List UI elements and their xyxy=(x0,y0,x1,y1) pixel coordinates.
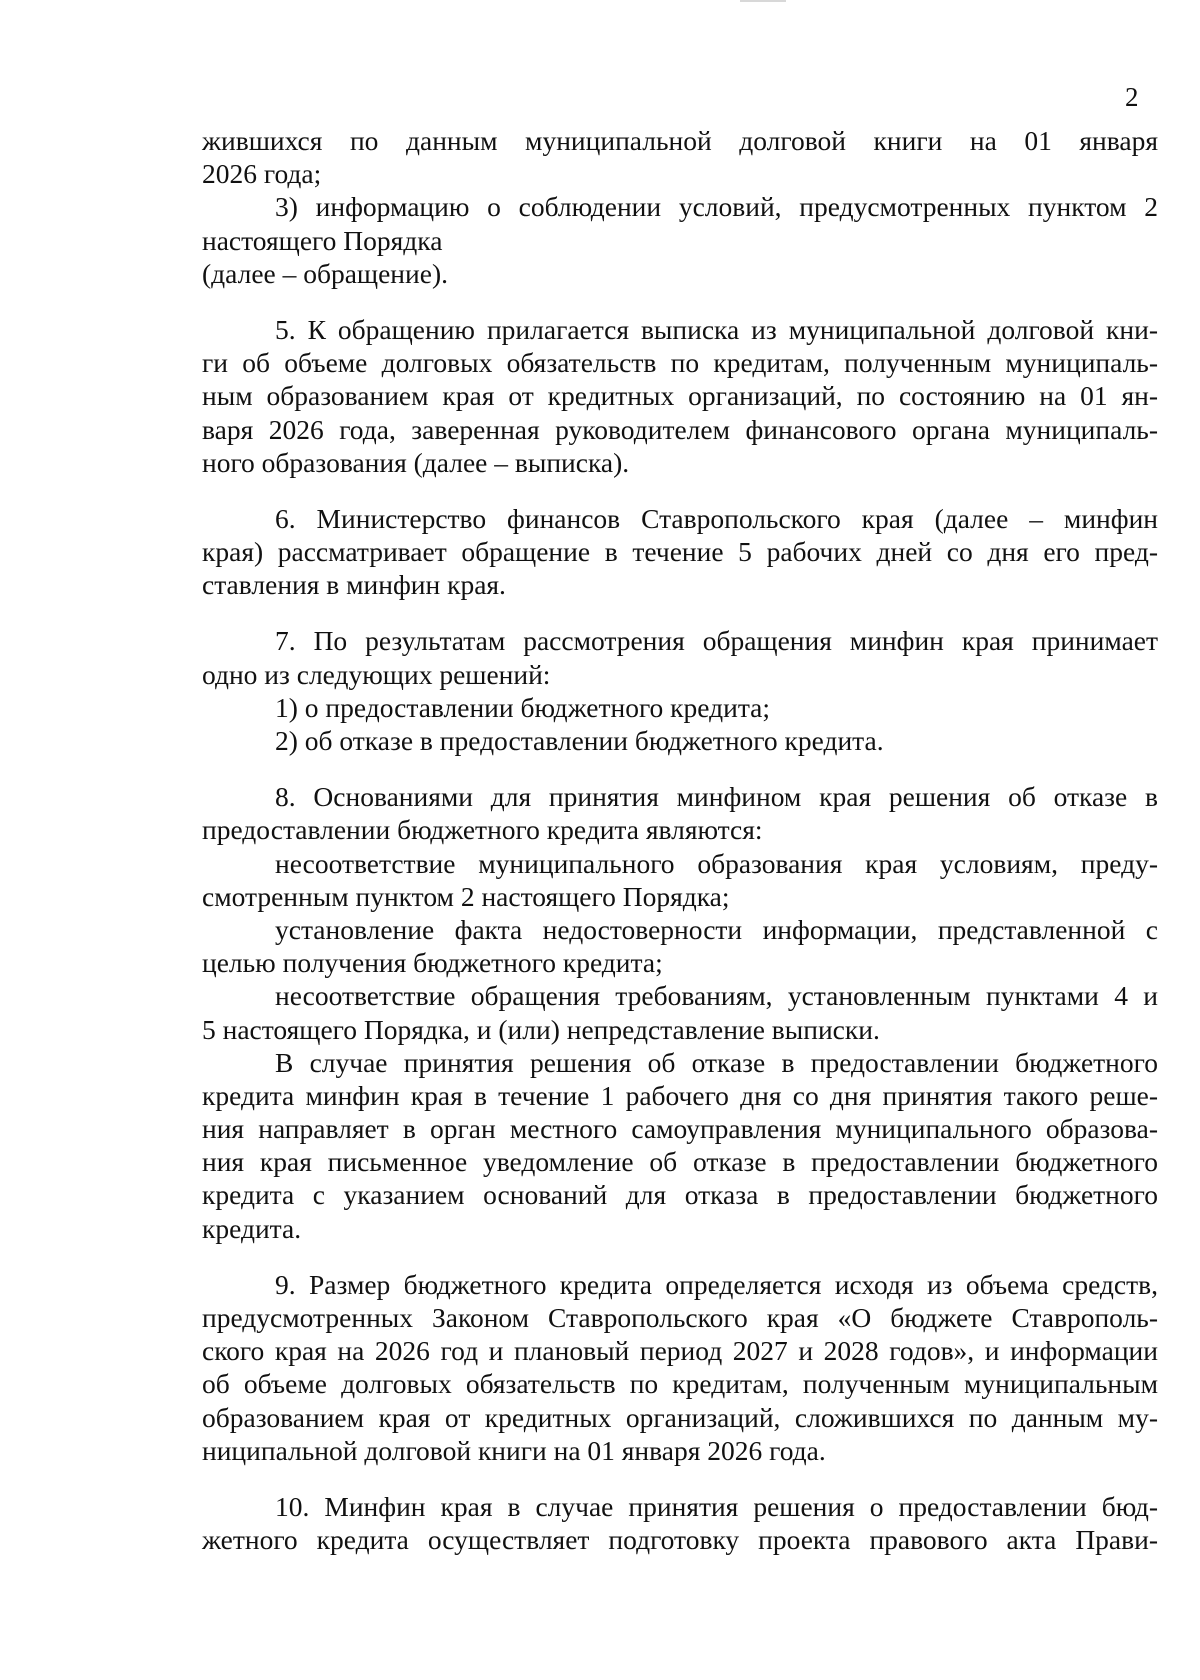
text-line: предусмотренных Законом Ставропольского края «О бюджете Ставрополь- xyxy=(202,1302,1158,1333)
text-line: кредита минфин края в течение 1 рабочего дня со дня принятия такого реше- xyxy=(202,1079,1158,1111)
text-line: 7. По результатам рассмотрения обращения минфин края принимает xyxy=(275,625,1158,657)
paragraph-section-5 xyxy=(202,313,1158,479)
text-line: 1) о предоставлении бюджетного кредита; xyxy=(275,691,771,723)
text-line: жетного кредита осуществляет подготовку проекта правового акта Прави- xyxy=(202,1524,1158,1556)
text-line: 10. Минфин края в случае принятия решения о предоставлении бюд- xyxy=(275,1490,1158,1522)
paragraph-gap xyxy=(202,479,1158,502)
paragraph-item-3 xyxy=(202,190,1158,290)
text-line: жившихся по данным муниципальной долговой книги на 01 января xyxy=(202,125,1158,156)
text-line: кредита с указанием оснований для отказа в предоставлении бюджетного xyxy=(202,1179,1158,1211)
text-line: края) рассматривает обращение в течение 5 рабочих дней со дня его пред- xyxy=(202,536,1158,568)
text-line: 5. К обращению прилагается выписка из муниципальной долговой кни- xyxy=(275,313,1158,345)
paragraph-section-8-ground-2 xyxy=(202,913,1158,979)
text-line: целью получения бюджетного кредита; xyxy=(202,947,663,979)
paragraph-section-8-refusal-notice xyxy=(202,1046,1158,1245)
scan-artifact xyxy=(740,0,786,2)
text-line: ставления в минфин края. xyxy=(202,569,506,601)
paragraph-section-7 xyxy=(202,624,1158,690)
paragraph-gap xyxy=(202,757,1158,780)
paragraph-section-6 xyxy=(202,502,1158,602)
text-line: одно из следующих решений: xyxy=(202,658,551,690)
paragraph-gap xyxy=(202,601,1158,624)
paragraph-section-8-ground-3 xyxy=(202,979,1158,1045)
text-line: ниципальной долговой книги на 01 января 2026 года. xyxy=(202,1434,826,1466)
text-line: ги об объеме долговых обязательств по кредитам, полученным муниципаль- xyxy=(202,347,1158,379)
text-line: несоответствие обращения требованиям, установленным пунктами 4 и xyxy=(275,980,1158,1012)
text-line: 8. Основаниями для принятия минфином края решения об отказе в xyxy=(275,781,1158,813)
text-line: варя 2026 года, заверенная руководителем финансового органа муниципаль- xyxy=(202,413,1158,445)
text-line: ния направляет в орган местного самоуправления муниципального образова- xyxy=(202,1113,1158,1145)
paragraph-section-8-ground-1 xyxy=(202,847,1158,913)
paragraph-continuation-item-2 xyxy=(202,124,1158,190)
text-line: кредита. xyxy=(202,1212,302,1244)
text-line: ным образованием края от кредитных организаций, по состоянию на 01 ян- xyxy=(202,380,1158,412)
paragraph-section-8 xyxy=(202,780,1158,846)
text-line: несоответствие муниципального образования края условиям, преду- xyxy=(275,847,1158,879)
text-line: ского края на 2026 год и плановый период 2027 и 2028 годов», и информации xyxy=(202,1335,1158,1367)
paragraph-gap xyxy=(202,290,1158,313)
text-line: смотренным пунктом 2 настоящего Порядка; xyxy=(202,880,730,912)
paragraph-gap xyxy=(202,1467,1158,1490)
text-line: 2) об отказе в предоставлении бюджетного кредита. xyxy=(275,725,884,756)
paragraph-section-10 xyxy=(202,1490,1158,1556)
text-line: образованием края от кредитных организаций, сложившихся по данным му- xyxy=(202,1401,1158,1433)
paragraph-section-9 xyxy=(202,1268,1158,1467)
text-line: 9. Размер бюджетного кредита определяется исходя из объема средств, xyxy=(275,1268,1158,1300)
text-line: 3) информацию о соблюдении условий, предусмотренных пунктом 2 xyxy=(275,191,1158,223)
page-number: 2 xyxy=(1125,82,1139,112)
text-line: ного образования (далее – выписка). xyxy=(202,446,630,478)
text-line: настоящего Порядка xyxy=(202,224,443,256)
text-line: В случае принятия решения об отказе в предоставлении бюджетного xyxy=(275,1046,1158,1078)
paragraph-gap xyxy=(202,1245,1158,1268)
document-body xyxy=(202,124,1158,1556)
paragraph-section-7-option-1 xyxy=(202,691,1158,724)
text-line: 2026 года; xyxy=(202,158,322,190)
text-line: установление факта недостоверности информации, представленной с xyxy=(275,913,1158,945)
text-line: (далее – обращение). xyxy=(202,257,448,289)
text-line: предоставлении бюджетного кредита являются: xyxy=(202,814,763,846)
text-line: ния края письменное уведомление об отказе в предоставлении бюджетного xyxy=(202,1146,1158,1178)
paragraph-section-7-option-2 xyxy=(202,724,1158,757)
text-line: об объеме долговых обязательств по кредитам, полученным муниципальным xyxy=(202,1368,1158,1400)
text-line: 6. Министерство финансов Ставропольского края (далее – минфин xyxy=(275,502,1158,534)
text-line: 5 настоящего Порядка, и (или) непредставление выписки. xyxy=(202,1013,880,1045)
